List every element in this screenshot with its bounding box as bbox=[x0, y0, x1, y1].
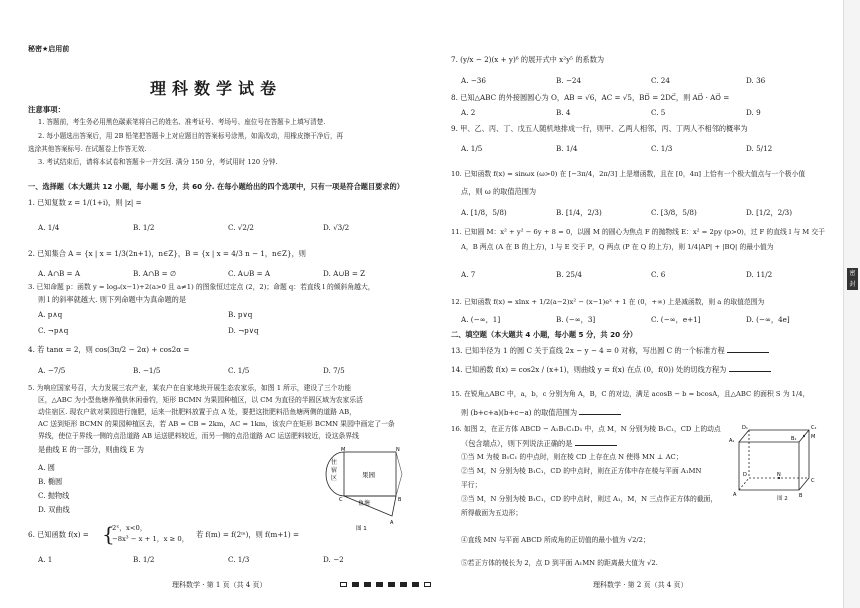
option-c[interactable]: C. A∪B = A bbox=[228, 269, 271, 278]
figure-1 bbox=[322, 444, 420, 532]
option-a[interactable]: A. [1/8，5/8) bbox=[461, 208, 507, 217]
option-c[interactable]: C. [3/8，5/8) bbox=[651, 208, 697, 217]
option-d[interactable]: D. 9 bbox=[746, 108, 761, 117]
question-15-text: 则 (b+c+a)(b+c−a) 的取值范围为 bbox=[461, 408, 578, 417]
option-b[interactable]: B. −1/5 bbox=[133, 366, 161, 375]
fig2-label: N bbox=[777, 472, 781, 478]
fig2-label: D₁ bbox=[742, 425, 748, 431]
question-7-options bbox=[461, 76, 826, 86]
notice-heading: 注意事项： bbox=[28, 105, 65, 114]
option-a[interactable]: A. A∩B = A bbox=[38, 269, 81, 278]
question-4-stem: 4. 若 tanα = 2，则 cos(3π/2 − 2α) + cos2α = bbox=[28, 345, 190, 354]
fig1-label: A bbox=[390, 520, 394, 526]
option-d[interactable]: D. −2 bbox=[323, 555, 344, 564]
question-3-line: 则 l 的斜率就越大. 则下列命题中为真命题的是 bbox=[38, 295, 187, 304]
option-c[interactable]: C. 24 bbox=[651, 76, 670, 85]
question-2-options bbox=[38, 269, 403, 279]
option-d[interactable]: D. A∪B = Z bbox=[323, 269, 366, 278]
option-a[interactable]: A. 圆 bbox=[38, 463, 55, 472]
divider-mark bbox=[412, 582, 419, 587]
left-page bbox=[0, 0, 425, 608]
point-m bbox=[803, 435, 805, 437]
fig2-label: B₁ bbox=[791, 436, 797, 442]
notice-item: 1. 答题前，考生务必用黑色碳素笔将自己的姓名、准考证号、考场号、座位号在答题卡上填写清楚. bbox=[38, 118, 326, 126]
question-5-line: 是曲线 E 的一部分，则曲线 E 为 bbox=[38, 445, 144, 454]
question-6-stem: 若 f(m) = f(2ᵐ)，则 f(m+1) = bbox=[196, 530, 300, 539]
statement-2: ②当 M，N 分别为棱 B₁C₁，CD 的中点时，则在正方体中存在棱与平面 A₁MN bbox=[461, 467, 702, 475]
figure-2-caption: 图 2 bbox=[777, 496, 788, 502]
cube-front-face bbox=[739, 442, 799, 490]
option-c[interactable]: C. ¬p∧q bbox=[38, 326, 69, 335]
option-d[interactable]: D. 双曲线 bbox=[38, 505, 70, 514]
cube-edge bbox=[749, 430, 809, 478]
statement-2-cont: 平行； bbox=[461, 481, 482, 489]
fig1-label: C bbox=[339, 497, 343, 503]
question-3-options bbox=[38, 310, 378, 320]
fig2-label: D bbox=[743, 472, 747, 478]
question-13-stem bbox=[451, 345, 769, 356]
option-b[interactable]: B. 1/2 bbox=[133, 555, 155, 564]
curve-e bbox=[396, 452, 402, 496]
option-c[interactable]: C. 5 bbox=[651, 108, 666, 117]
question-11-options bbox=[461, 270, 826, 280]
question-14-text: 14. 已知函数 f(x) = cos2x / (x+1)，则曲线 y = f(x) 在点 (0，f(0)) 处的切线方程为 bbox=[451, 365, 727, 374]
option-d[interactable]: D. [1/2，2/3) bbox=[746, 208, 793, 217]
question-5-line: 区，△ABC 为小型鱼塘养殖供休闲垂钓，矩形 BCMN 为果园种植区，以 CM 为直径的半圆区域为农家乐活 bbox=[38, 396, 363, 404]
fig1-label: 果园 bbox=[362, 471, 375, 479]
option-d[interactable]: D. 5/12 bbox=[746, 144, 773, 153]
question-16-text: （包含端点），则下列说法正确的是 bbox=[461, 439, 573, 448]
fig1-label: 宿 bbox=[331, 467, 338, 474]
page-divider-marks bbox=[340, 582, 431, 587]
option-a[interactable]: A. −36 bbox=[461, 76, 486, 85]
option-b[interactable]: B. 1/2 bbox=[133, 223, 155, 232]
divider-mark bbox=[364, 582, 371, 587]
fig1-label: 区 bbox=[331, 475, 338, 482]
answer-blank[interactable] bbox=[579, 407, 621, 415]
option-b[interactable]: B. p∨q bbox=[228, 310, 253, 319]
question-1-options bbox=[38, 223, 403, 233]
question-5-line: AC 送到矩形 BCMN 的果园种植区去，若 AB = CB = 2km，AC = 1km，该农户在矩形 BCMN 果园中画定了一条 bbox=[38, 420, 395, 428]
cube-edge bbox=[739, 430, 809, 490]
option-c[interactable]: C. 抛物线 bbox=[38, 491, 70, 500]
question-5-line: 界线，使位于界线一侧的点沿道路 AB 运送肥料较近，而另一侧的点沿道路 AC 运送肥料较近，设这条界线 bbox=[38, 432, 359, 440]
cube-hidden-edge bbox=[739, 430, 809, 490]
fig2-label: C bbox=[811, 478, 815, 484]
question-2-stem: 2. 已知集合 A = {x | x = 1/3(2n+1)，n∈Z}，B = {x | x = 4/3 n − 1，n∈Z}，则 bbox=[28, 249, 306, 258]
question-6-options bbox=[38, 555, 403, 565]
divider-mark bbox=[352, 582, 359, 587]
fig2-label: M bbox=[811, 434, 816, 440]
option-b[interactable]: B. 1/4 bbox=[556, 144, 578, 153]
question-3-line: 3. 已知命题 p：函数 y = logₐ(x−1)+2(a>0 且 a≠1) 的图象恒过定点 (2，2)；命题 q：若直线 l 的倾斜角越大， bbox=[28, 283, 375, 291]
option-b[interactable]: B. −24 bbox=[556, 76, 582, 85]
option-c[interactable]: C. 6 bbox=[651, 270, 666, 279]
question-6-stem: 6. 已知函数 f(x) = bbox=[28, 530, 89, 539]
fig1-label: 鱼塘 bbox=[358, 500, 371, 507]
statement-3-cont: 所得截面为五边形； bbox=[461, 509, 523, 517]
question-1-stem: 1. 已知复数 z = 1/(1+i)，则 |z| = bbox=[28, 198, 142, 207]
piecewise-brace: { bbox=[102, 522, 115, 546]
divider-mark bbox=[388, 582, 395, 587]
footer-page-2: 理科数学 · 第 2 页（共 4 页） bbox=[593, 581, 688, 589]
option-d[interactable]: D. ¬p∨q bbox=[228, 326, 259, 335]
question-5-line: 5. 为响应国家号召，大力发展三农产业，某农户在自家地块开展生态农家乐，如图 1 所示，建设了三个功能 bbox=[28, 384, 352, 392]
question-11-line: A，B 两点 (A 在 B 的上方)，l 与 E 交于 P，Q 两点 (P 在 Q 的上方)，则 1/4|AP| + |BQ| 的最小值为 bbox=[461, 243, 774, 251]
notice-item: 2. 每小题选出答案后，用 2B 铅笔把答题卡上对应题目的答案标号涂黑，如需改动，用橡皮擦干净后，再 bbox=[38, 132, 344, 140]
section-fill-heading: 二、填空题（本大题共 4 小题，每小题 5 分，共 20 分） bbox=[451, 330, 637, 339]
question-8-stem: 8. 已知△ABC 的外接圆圆心为 O，AB = √6，AC = √5，BD⃗ = 2DC⃗，则 AD⃗ · AO⃗ = bbox=[451, 93, 730, 102]
question-6-case: −8x³ − x + 1，x ≥ 0， bbox=[112, 535, 189, 543]
option-d[interactable]: D. 7/5 bbox=[323, 366, 345, 375]
notice-item: 选涂其他答案标号. 在试题卷上作答无效. bbox=[28, 145, 147, 153]
question-12-stem: 12. 已知函数 f(x) = xlnx + 1/2(a−2)x² − (x−1)eˣ + 1 在 (0，+∞) 上是减函数，则 a 的取值范围为 bbox=[451, 298, 765, 306]
question-10-options bbox=[461, 208, 826, 218]
section-choice-heading: 一、选择题（本大题共 12 小题，每小题 5 分，共 60 分. 在每小题给出的四个选项中，只有一项是符合题目要求的） bbox=[28, 182, 404, 191]
option-a[interactable]: A. 1 bbox=[38, 555, 53, 564]
question-16-line: 16. 如图 2，在正方体 ABCD − A₁B₁C₁D₁ 中，点 M，N 分别为棱 B₁C₁，CD 上的动点 bbox=[451, 425, 721, 433]
question-16-line bbox=[461, 438, 617, 449]
footer-page-1: 理科数学 · 第 1 页（共 4 页） bbox=[172, 581, 267, 589]
question-3-options bbox=[38, 326, 378, 336]
fig1-label: B bbox=[398, 497, 402, 503]
binding-strip bbox=[843, 0, 860, 608]
option-a[interactable]: A. p∧q bbox=[38, 310, 63, 319]
divider-mark bbox=[376, 582, 383, 587]
option-b[interactable]: B. 25/4 bbox=[556, 270, 582, 279]
question-12-options bbox=[461, 315, 826, 325]
question-15-line bbox=[461, 407, 621, 418]
fig2-label: A₁ bbox=[729, 438, 735, 444]
question-4-options bbox=[38, 366, 403, 376]
secret-mark: 秘密★启用前 bbox=[28, 45, 70, 53]
question-7-stem: 7. (y/x − 2)(x + y)⁶ 的展开式中 x²y⁵ 的系数为 bbox=[451, 55, 605, 64]
option-a[interactable]: A. 1/5 bbox=[461, 144, 483, 153]
notice-item: 3. 考试结束后，请将本试卷和答题卡一并交回. 满分 150 分，考试用时 120 分钟. bbox=[38, 158, 278, 166]
statement-4: ④直线 MN 与平面 ABCD 所成角的正切值的最小值为 √2/2； bbox=[461, 536, 650, 544]
question-10-line: 10. 已知函数 f(x) = sinωx (ω>0) 在 [−3π/4，2π/3] 上是增函数，且在 [0，4π] 上恰有一个极大值点与一个极小值 bbox=[451, 170, 806, 178]
statement-1: ①当 M 为棱 B₁C₁ 的中点时，则在棱 CD 上存在点 N 使得 MN ⊥ AC； bbox=[461, 453, 683, 461]
option-c[interactable]: C. 1/3 bbox=[651, 144, 673, 153]
question-14-stem bbox=[451, 364, 771, 375]
option-a[interactable]: A. (−∞，1] bbox=[461, 315, 501, 324]
option-a[interactable]: A. 7 bbox=[461, 270, 476, 279]
option-c[interactable]: C. 1/3 bbox=[228, 555, 250, 564]
page-title: 理科数学试卷 bbox=[150, 79, 283, 98]
option-d[interactable]: D. (−∞，4e] bbox=[746, 315, 790, 324]
question-5-line: 动住宿区. 现农户欲对果园进行施肥，运来一批肥料放置于点 A 处，要把这批肥料沿鱼塘两侧的道路 AB， bbox=[38, 408, 356, 416]
option-a[interactable]: A. −7/5 bbox=[38, 366, 66, 375]
divider-mark bbox=[400, 582, 407, 587]
option-c[interactable]: C. √2/2 bbox=[228, 223, 254, 232]
fig1-label: N bbox=[396, 447, 400, 453]
option-b[interactable]: B. (−∞，3] bbox=[556, 315, 596, 324]
answer-blank[interactable] bbox=[729, 364, 771, 372]
option-d[interactable]: D. 36 bbox=[746, 76, 766, 85]
divider-mark bbox=[340, 582, 347, 587]
side-tag: 密封 bbox=[847, 268, 858, 290]
option-b[interactable]: B. A∩B = ∅ bbox=[133, 269, 177, 278]
question-9-stem: 9. 甲、乙、丙、丁、戊五人随机地排成一行，则甲、乙两人相邻，丙、丁两人不相邻的概率为 bbox=[451, 124, 748, 133]
fig2-label: A bbox=[733, 492, 737, 498]
fig1-label: M bbox=[341, 447, 346, 453]
option-b[interactable]: B. 4 bbox=[556, 108, 571, 117]
option-c[interactable]: C. 1/5 bbox=[228, 366, 250, 375]
question-11-line: 11. 已知圆 M：x² + y² − 6y + 8 = 0，以圆 M 的圆心为焦点 F 的抛物线 E：x² = 2py (p>0)，过 F 的直线 l 与 M 交于 bbox=[451, 228, 825, 236]
option-d[interactable]: D. √3/2 bbox=[323, 223, 350, 232]
question-10-line: 点，则 ω 的取值范围为 bbox=[461, 187, 537, 196]
figure-1-caption: 图 1 bbox=[356, 526, 367, 532]
answer-blank[interactable] bbox=[575, 438, 617, 446]
question-8-options bbox=[461, 108, 826, 118]
question-15-line: 15. 在锐角△ABC 中，a，b，c 分别为角 A，B，C 的对边，满足 acosB − b = bcosA，且△ABC 的面积 S 为 1/4， bbox=[451, 390, 810, 398]
fig2-label: B bbox=[799, 493, 803, 499]
fig1-label: 住 bbox=[331, 459, 338, 466]
question-6-case: 2ˣ，x<0， bbox=[112, 524, 147, 532]
figure-2 bbox=[727, 420, 839, 500]
option-c[interactable]: C. (−∞，e+1] bbox=[651, 315, 701, 324]
option-d[interactable]: D. 11/2 bbox=[746, 270, 773, 279]
right-page bbox=[425, 0, 843, 608]
fig2-label: C₁ bbox=[811, 425, 817, 431]
statement-3: ③当 M，N 分别为棱 B₁C₁，CD 的中点时，则过 A₁，M，N 三点作正方体的截面， bbox=[461, 495, 718, 503]
question-13-text: 13. 已知半径为 1 的圆 C 关于直线 2x − y − 4 = 0 对称，写出圆 C 的一个标准方程 bbox=[451, 346, 725, 355]
option-b[interactable]: B. [1/4，2/3) bbox=[556, 208, 602, 217]
option-a[interactable]: A. 1/4 bbox=[38, 223, 60, 232]
answer-blank[interactable] bbox=[727, 345, 769, 353]
option-a[interactable]: A. 2 bbox=[461, 108, 476, 117]
statement-5: ⑤若正方体的棱长为 2，点 D 到平面 A₁MN 的距离最大值为 √2. bbox=[461, 559, 658, 567]
question-9-options bbox=[461, 144, 826, 154]
option-b[interactable]: B. 椭圆 bbox=[38, 477, 63, 486]
